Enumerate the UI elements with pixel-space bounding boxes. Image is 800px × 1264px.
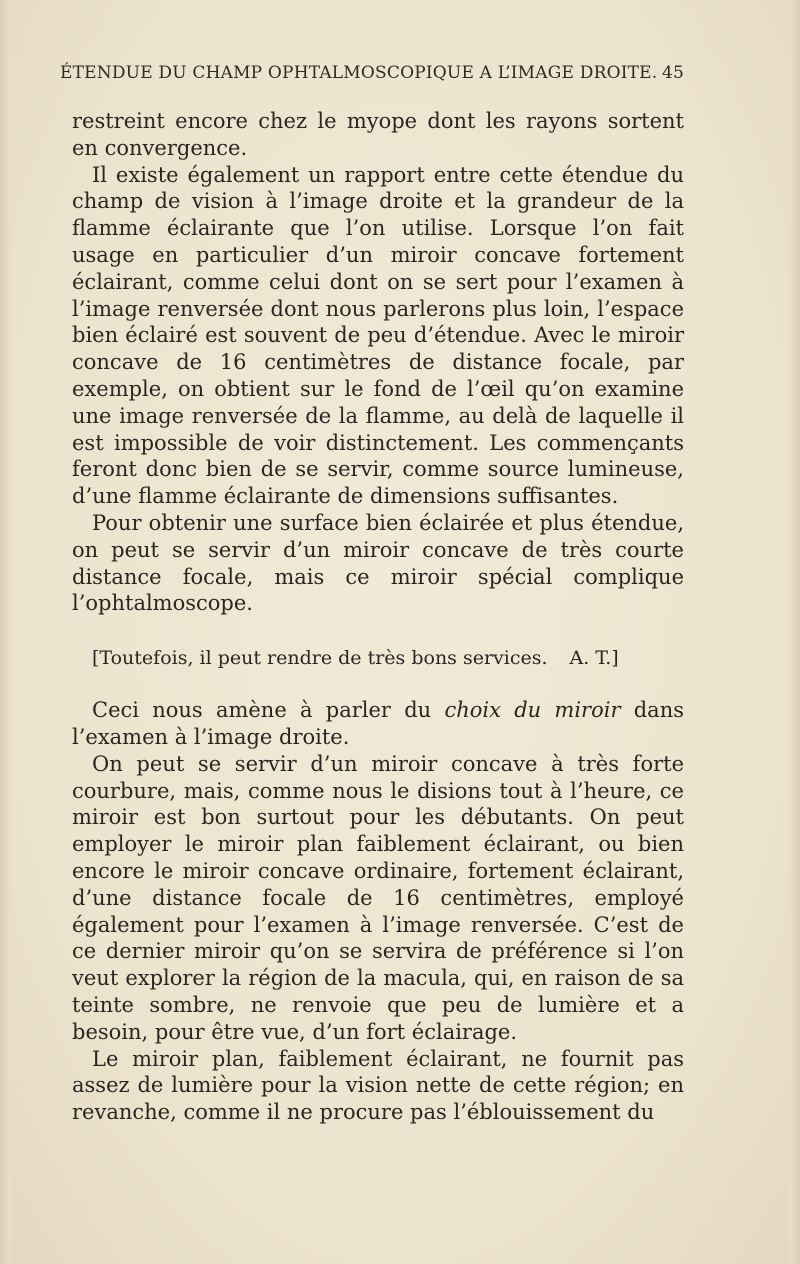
page-right-edge xyxy=(786,0,800,1264)
page-header xyxy=(60,63,684,91)
note-text: [Toutefois, il peut rendre de très bons services. xyxy=(92,647,548,670)
paragraph-4-emphasis: choix du miroir xyxy=(444,698,621,723)
paragraph-2: Il existe également un rapport entre cette étendue du champ de vision à l’image droite et la grandeur de la flamme éclairante que l’on utilise. Lorsque l’on fait usage en particulier d’un miroir concave fortement éclairant, comme celui dont on se sert pour l’examen à l’image renversée dont nous parlerons plus loin, l’espace bien éclairé est souvent de peu d’étendue. Avec le miroir concave de 16 centimètres de distance focale, par exemple, on obtient sur le fond de l’œil qu’on examine une image renversée de la flamme, au delà de laquelle il est impossible de voir distinctement. Les commençants feront donc bien de se servir, comme source lumineuse, d’une flamme éclairante de dimensions suffisantes. xyxy=(72,162,684,509)
translator-note xyxy=(72,645,684,671)
paragraph-5: On peut se servir d’un miroir concave à très forte courbure, mais, comme nous le disions tout à l’heure, ce miroir est bon surtout pour les débutants. On peut employer le miroir plan faiblement éclairant, ou bien encore le miroir concave ordinaire, fortement éclairant, d’une distance focale de 16 centimètres, employé également pour l’examen à l’image renversée. C’est de ce dernier miroir qu’on se servira de préférence si l’on veut explorer la région de la macula, qui, en raison de sa teinte sombre, ne renvoie que peu de lumière et a besoin, pour être vue, d’un fort éclairage. xyxy=(72,751,684,1044)
paragraph-6: Le miroir plan, faiblement éclairant, ne fournit pas assez de lumière pour la vision nette de cette région; en revanche, comme il ne procure pas l’éblouissement du xyxy=(72,1046,684,1125)
paragraph-3: Pour obtenir une surface bien éclairée et plus étendue, on peut se servir d’un miroir concave de très courte distance focale, mais ce miroir spécial complique l’ophtalmoscope. xyxy=(72,510,684,616)
paragraph-4-start: Ceci nous amène à parler du xyxy=(92,698,445,723)
note-signature: A. T.] xyxy=(569,647,619,670)
page-number: 45 xyxy=(661,63,684,83)
paragraph-1: restreint encore chez le myope dont les rayons sortent en convergence. xyxy=(72,109,684,160)
paragraph-4 xyxy=(72,697,684,751)
page-left-edge xyxy=(0,0,14,1264)
body-text xyxy=(72,108,684,1126)
paragraph-4-end: dans l’examen à l’image droite. xyxy=(72,698,685,749)
running-head: ÉTENDUE DU CHAMP OPHTALMOSCOPIQUE A L’IMAGE DROITE. xyxy=(60,63,658,83)
